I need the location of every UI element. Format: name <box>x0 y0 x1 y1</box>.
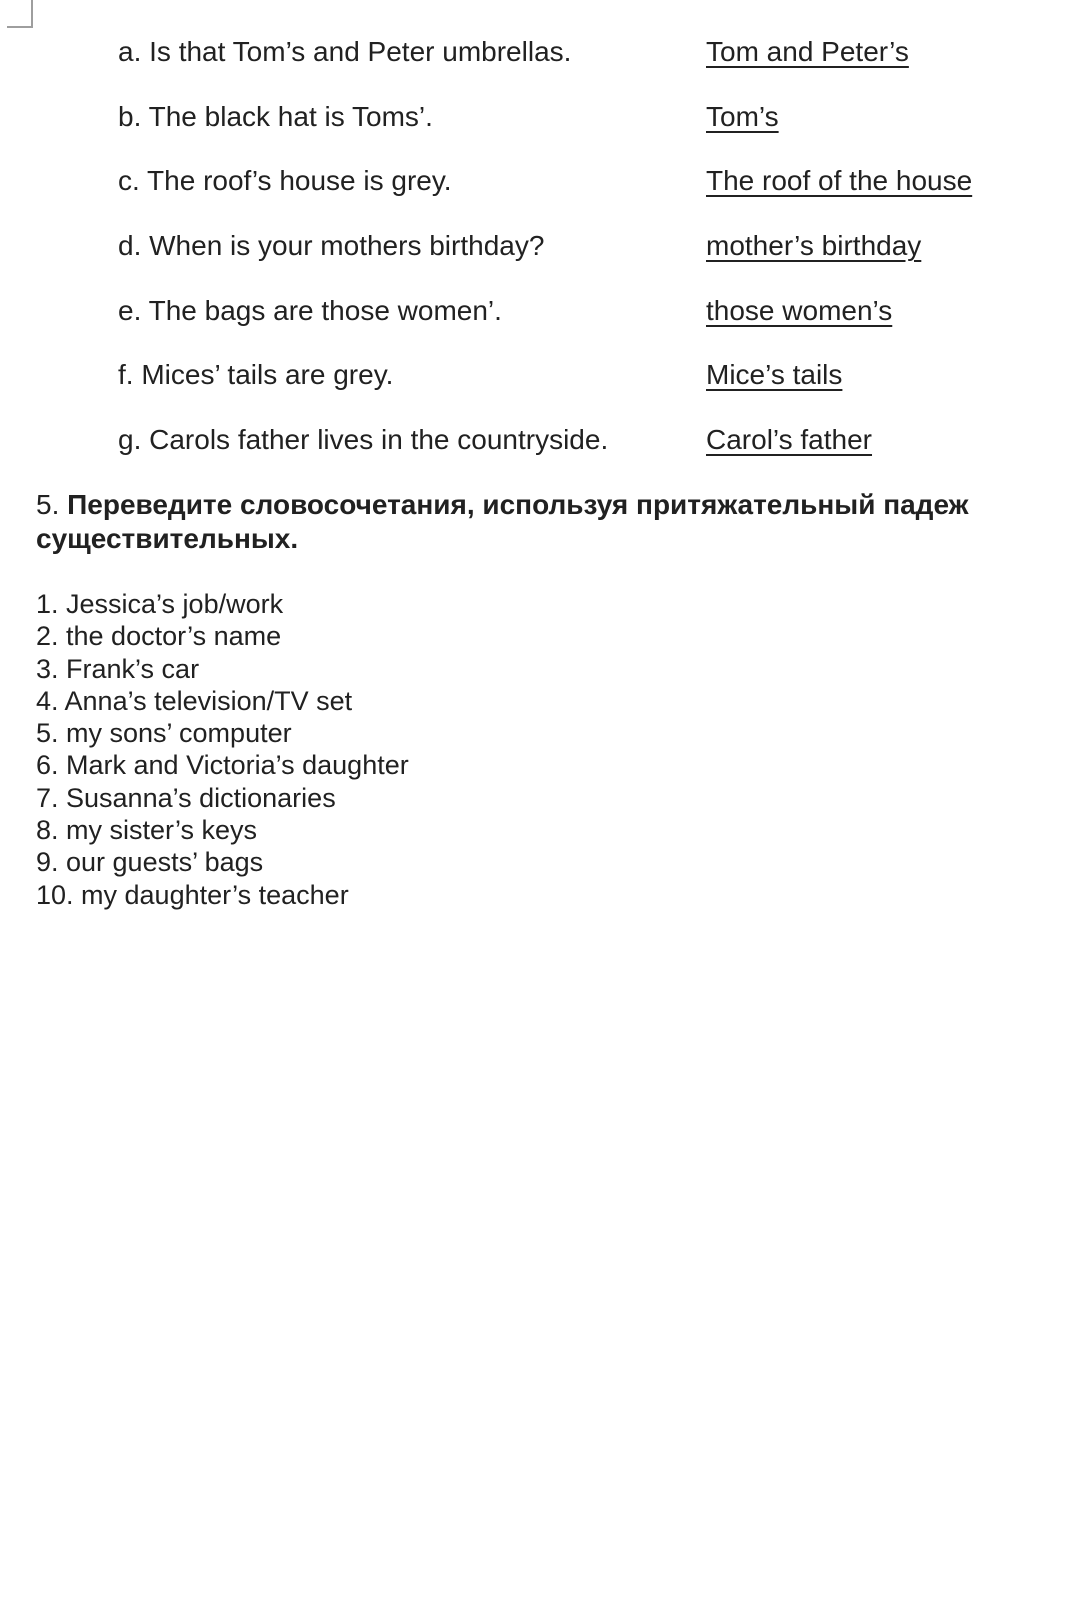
sentence-text: b. The black hat is Toms’. <box>118 100 433 132</box>
list-item: 6. Mark and Victoria’s daughter <box>36 750 409 781</box>
list-item: 9. our guests’ bags <box>36 847 264 878</box>
exercise-instruction: Переведите словосочетания, используя притяжательный падеж существительных. <box>36 489 969 554</box>
exercise-row <box>0 408 1080 473</box>
answer-text: The roof of the house <box>706 165 973 197</box>
sentence-text: e. The bags are those women’. <box>118 294 502 326</box>
answer-text: mother’s birthday <box>706 230 922 262</box>
sentence-text: d. When is your mothers birthday? <box>118 230 545 262</box>
list-item: 2. the doctor’s name <box>36 621 282 652</box>
exercise-row <box>0 149 1080 214</box>
exercise-row <box>0 343 1080 408</box>
exercise-number: 5. <box>36 489 60 520</box>
sentence-text: a. Is that Tom’s and Peter umbrellas. <box>118 36 572 68</box>
exercise-4-rows <box>0 20 1080 472</box>
answer-text: Carol’s father <box>706 423 873 455</box>
list-item: 1. Jessica’s job/work <box>36 589 284 619</box>
exercise-row <box>0 278 1080 343</box>
list-item: 10. my daughter’s teacher <box>36 879 349 910</box>
exercise-row <box>0 20 1080 85</box>
sentence-text: c. The roof’s house is grey. <box>118 165 452 197</box>
answer-text: Mice’s tails <box>706 359 843 391</box>
exercise-row <box>0 214 1080 279</box>
list-item: 3. Frank’s car <box>36 653 200 684</box>
answer-text: Tom’s <box>706 100 779 132</box>
list-item: 7. Susanna’s dictionaries <box>36 782 336 813</box>
list-item: 5. my sons’ computer <box>36 718 292 749</box>
exercise-5-heading <box>36 488 996 556</box>
exercise-5-list <box>36 588 936 911</box>
sentence-text: f. Mices’ tails are grey. <box>118 359 394 391</box>
exercise-row <box>0 85 1080 150</box>
answer-text: those women’s <box>706 294 893 326</box>
answer-text: Tom and Peter’s <box>706 36 909 68</box>
sentence-text: g. Carols father lives in the countryside. <box>118 423 609 455</box>
list-item: 8. my sister’s keys <box>36 815 258 846</box>
list-item: 4. Anna’s television/TV set <box>36 685 353 716</box>
